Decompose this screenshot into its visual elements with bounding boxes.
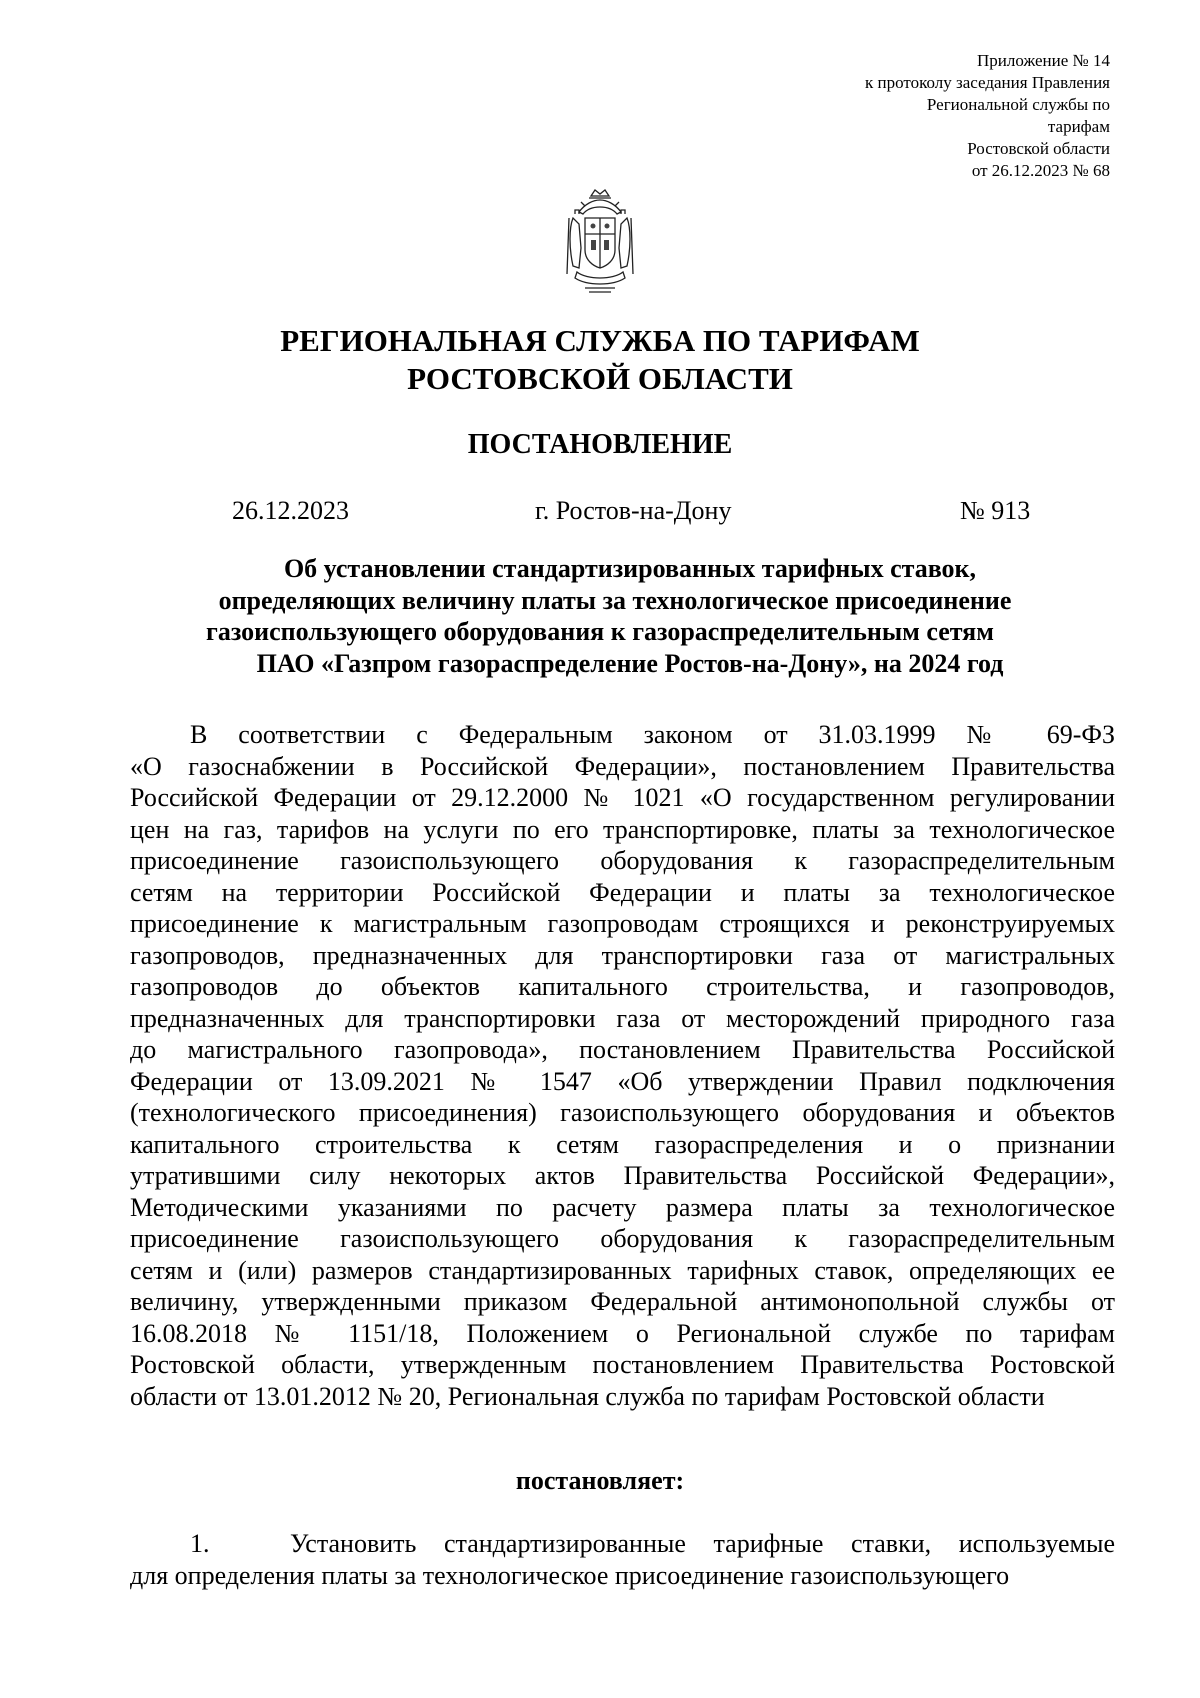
paragraph-line: сетям и (или) размеров стандартизированных тарифных ставок, определяющих ее bbox=[130, 1255, 1115, 1285]
appendix-line: Региональной службы по bbox=[926, 95, 1110, 114]
paragraph-line: сетям на территории Российской Федерации и платы за технологическое bbox=[130, 877, 1115, 907]
rostov-region-coat-of-arms-icon bbox=[555, 188, 645, 296]
document-city: г. Ростов-на-Дону bbox=[535, 496, 732, 525]
appendix-line: тарифам bbox=[1047, 117, 1110, 136]
paragraph-line: присоединение газоиспользующего оборудования к газораспределительным bbox=[130, 1224, 1115, 1253]
subject-line: Об установлении стандартизированных тарифных ставок, bbox=[283, 554, 977, 583]
appendix-line: Приложение № 14 bbox=[977, 51, 1110, 70]
appendix-line: от 26.12.2023 № 68 bbox=[971, 161, 1110, 180]
paragraph-line: «О газоснабжении в Российской Федерации», постановлением Правительства bbox=[130, 751, 1115, 781]
appendix-note bbox=[750, 50, 1110, 182]
organization-name-line2: РОСТОВСКОЙ ОБЛАСТИ bbox=[407, 361, 793, 396]
paragraph-line: предназначенных для транспортировки газа от месторождений природного газа bbox=[130, 1003, 1115, 1033]
paragraph-line: капитального строительства к сетям газораспределения и о признании bbox=[130, 1129, 1115, 1159]
organization-name-line1: РЕГИОНАЛЬНАЯ СЛУЖБА ПО ТАРИФАМ bbox=[280, 323, 920, 358]
document-date: 26.12.2023 bbox=[232, 496, 349, 525]
paragraph-line: газопроводов, предназначенных для транспортировки газа от магистральных bbox=[130, 940, 1115, 970]
appendix-line: к протоколу заседания Правления bbox=[865, 73, 1110, 92]
paragraph-line: газопроводов до объектов капитального строительства, и газопроводов, bbox=[130, 972, 1115, 1001]
subject-line: определяющих величину платы за технологическое присоединение bbox=[218, 585, 1012, 615]
document-type-title: ПОСТАНОВЛЕНИЕ bbox=[467, 429, 733, 460]
paragraph-line: величину, утвержденными приказом Федеральной антимонопольной службы от bbox=[130, 1287, 1115, 1316]
paragraph-line: области от 13.01.2012 № 20, Региональная служба по тарифам Ростовской области bbox=[130, 1381, 1045, 1411]
paragraph-line: Российской Федерации от 29.12.2000 № 1021 «О государственном регулировании bbox=[130, 783, 1115, 812]
item-text: Установить стандартизированные тарифные ставки, используемые bbox=[290, 1529, 1115, 1558]
subject-line: ПАО «Газпром газораспределение Ростов-на-Дону», на 2024 год bbox=[256, 648, 1004, 678]
item-line bbox=[130, 1528, 1115, 1560]
preamble-paragraph bbox=[130, 719, 1115, 1412]
paragraph-line: Федерации от 13.09.2021 № 1547 «Об утверждении Правил подключения bbox=[130, 1066, 1115, 1096]
decree-item-1 bbox=[130, 1528, 1115, 1591]
paragraph-line: цен на газ, тарифов на услуги по его транспортировке, платы за технологическое bbox=[130, 814, 1115, 844]
item-line: для определения платы за технологическое присоединение газоиспользующего bbox=[130, 1560, 1010, 1590]
paragraph-line: Ростовской области, утвержденным постановлением Правительства Ростовской bbox=[130, 1350, 1115, 1379]
document-number: № 913 bbox=[960, 496, 1031, 525]
subject-line: газоиспользующего оборудования к газораспределительным сетям bbox=[206, 617, 994, 646]
paragraph-line: В соответствии с Федеральным законом от 31.03.1999 № 69-ФЗ bbox=[190, 720, 1115, 749]
paragraph-line: присоединение газоиспользующего оборудования к газораспределительным bbox=[130, 846, 1115, 875]
appendix-line: Ростовской области bbox=[967, 139, 1110, 158]
paragraph-line: утратившими силу некоторых актов Правительства Российской Федерации», bbox=[130, 1161, 1115, 1190]
document-subject bbox=[0, 553, 1200, 679]
paragraph-line: 16.08.2018 № 1151/18, Положением о Региональной службе по тарифам bbox=[130, 1318, 1115, 1348]
paragraph-line: до магистрального газопровода», постановлением Правительства Российской bbox=[130, 1035, 1115, 1064]
paragraph-line: Методическими указаниями по расчету размера платы за технологическое bbox=[130, 1192, 1115, 1222]
paragraph-line: (технологического присоединения) газоиспользующего оборудования и объектов bbox=[130, 1098, 1115, 1127]
paragraph-line: присоединение к магистральным газопроводам строящихся и реконструируемых bbox=[130, 909, 1115, 938]
item-number: 1. bbox=[190, 1529, 210, 1558]
decree-word: постановляет: bbox=[515, 1466, 685, 1495]
